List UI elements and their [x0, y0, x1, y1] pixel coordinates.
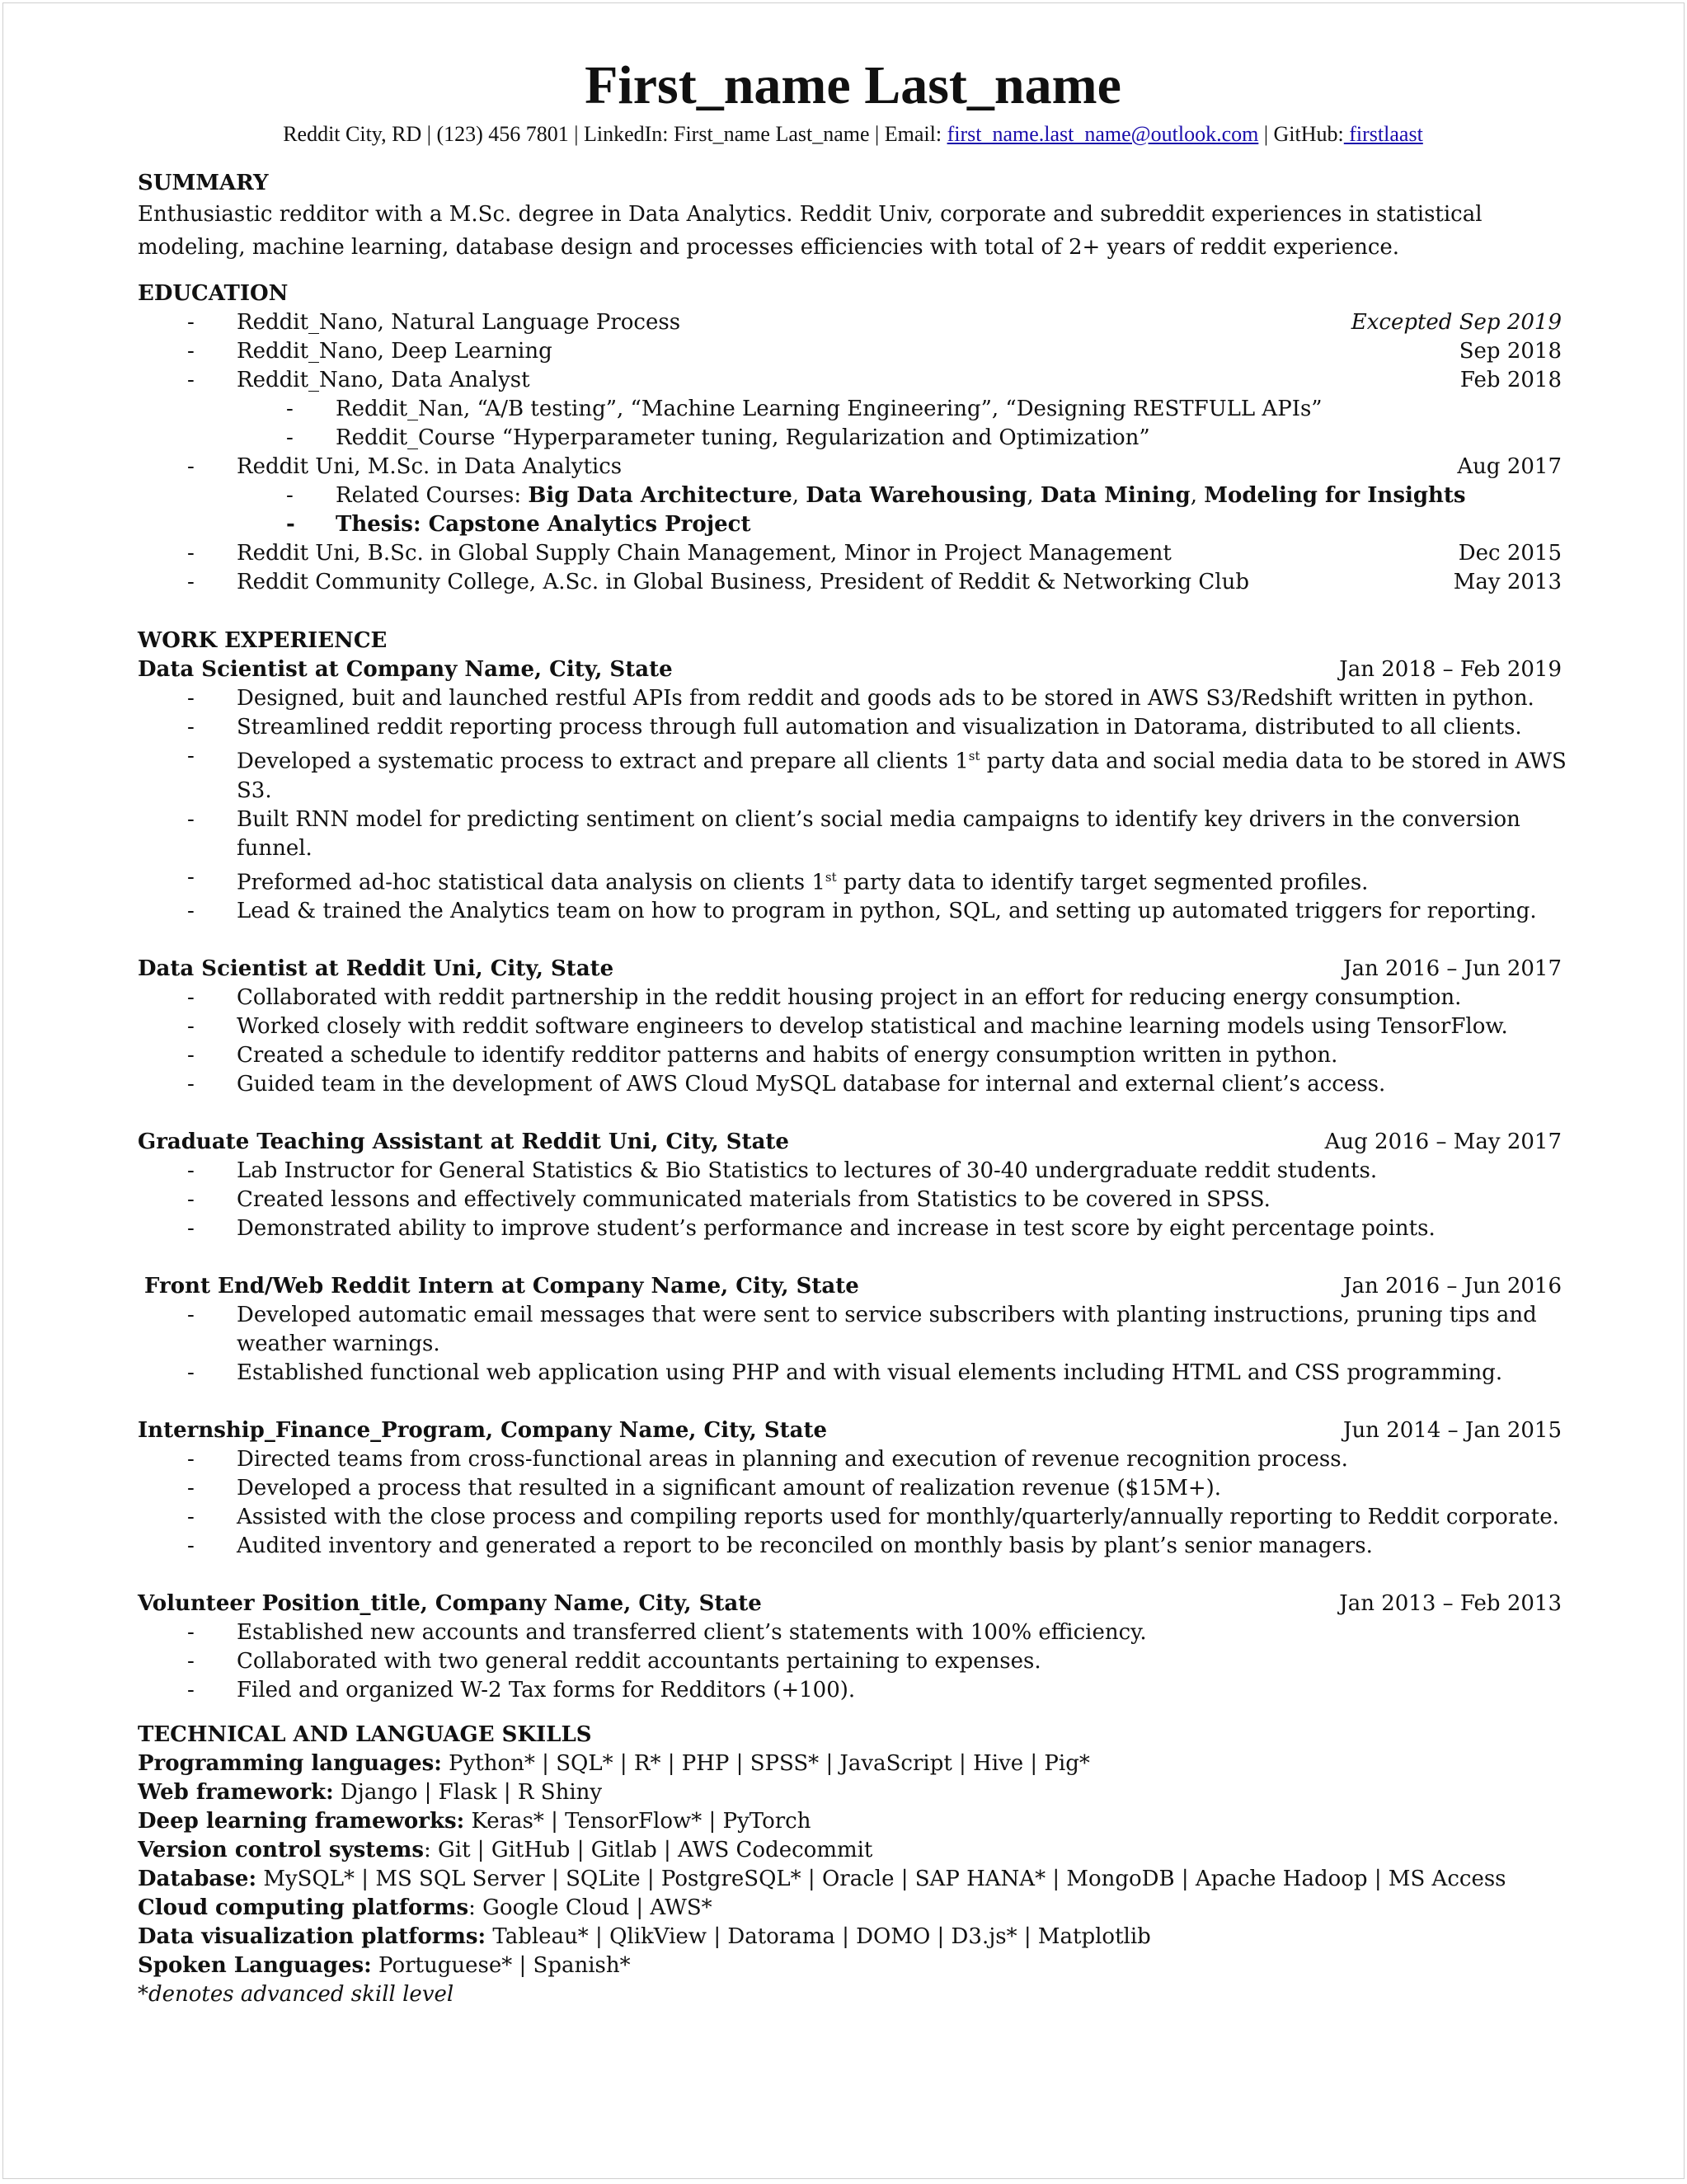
contact-line [138, 120, 1568, 148]
job-bullet: - Streamlined reddit reporting process through full automation and visualization in Datorama, distributed to all clients. [138, 713, 1568, 742]
course-name: Data Mining [1040, 483, 1191, 508]
thesis: - Thesis: Capstone Analytics Project [138, 510, 1568, 539]
skill-label: Spoken Languages: [138, 1953, 372, 1979]
superscript: st [968, 749, 980, 763]
job-header [138, 1272, 1568, 1301]
education-text: Reddit_Nano, Deep Learning [237, 339, 552, 364]
skill-row [138, 1923, 1568, 1952]
bullet-text: party data and social media data to be stored in AWS S3. [237, 749, 1567, 803]
education-date: Excepted Sep 2019 [1351, 310, 1562, 335]
education-item [138, 453, 1568, 481]
education-item [138, 568, 1568, 597]
job-bullet [138, 742, 1568, 805]
education-item [138, 308, 1568, 337]
job-bullet: - Demonstrated ability to improve student’s performance and increase in test score by eight percentage points. [138, 1214, 1568, 1243]
job-bullet: - Created a schedule to identify redditor patterns and habits of energy consumption written in python. [138, 1041, 1568, 1070]
skill-value: MySQL* | MS SQL Server | SQLite | PostgreSQL* | Oracle | SAP HANA* | MongoDB | Apache Hadoop | MS Access [256, 1867, 1506, 1892]
job-date: Jan 2016 – Jun 2016 [1343, 1274, 1562, 1299]
job-title: Data Scientist at Company Name, City, State [138, 657, 673, 682]
job-title: Data Scientist at Reddit Uni, City, State [138, 956, 614, 982]
job-header [138, 955, 1568, 984]
skill-value: Keras* | TensorFlow* | PyTorch [464, 1809, 811, 1834]
job-bullet: - Built RNN model for predicting sentiment on client’s social media campaigns to identify key drivers in the conversion funnel. [138, 805, 1568, 863]
work-heading: WORK EXPERIENCE [138, 628, 388, 653]
skill-value: Python* | SQL* | R* | PHP | SPSS* | JavaScript | Hive | Pig* [441, 1751, 1090, 1777]
resume-page [2, 2, 1685, 2179]
related-courses: - Related Courses: Big Data Architecture, Data Warehousing, Data Mining, Modeling for Insights [138, 481, 1568, 510]
skill-row [138, 1750, 1568, 1778]
job-title: Front End/Web Reddit Intern at Company Name, City, State [144, 1274, 859, 1299]
skill-row [138, 1807, 1568, 1836]
resume-content [138, 51, 1568, 2009]
education-text: Reddit_Nano, Natural Language Process [237, 310, 681, 335]
email-link[interactable]: first_name.last_name@outlook.com [947, 122, 1259, 146]
superscript: st [825, 869, 837, 885]
skill-value: Portuguese* | Spanish* [371, 1953, 631, 1979]
job-bullet: - Established functional web application using PHP and with visual elements including HTML and CSS programming. [138, 1359, 1568, 1388]
job-bullet: - Lab Instructor for General Statistics & Bio Statistics to lectures of 30-40 undergraduate reddit students. [138, 1157, 1568, 1186]
skill-value: Django | Flask | R Shiny [333, 1780, 603, 1806]
course-name: Data Warehousing [806, 483, 1027, 508]
job-bullet: - Designed, buit and launched restful APIs from reddit and goods ads to be stored in AWS S3/Redshift written in python. [138, 684, 1568, 713]
education-date: Feb 2018 [1459, 368, 1562, 392]
candidate-name: First_name Last_name [585, 55, 1121, 115]
education-text: Reddit Community College, A.Sc. in Global Business, President of Reddit & Networking Club [237, 570, 1249, 594]
skill-row [138, 1894, 1568, 1923]
job-bullet: - Audited inventory and generated a report to be reconciled on monthly basis by plant’s senior managers. [138, 1532, 1568, 1561]
job-bullet: - Directed teams from cross-functional areas in planning and execution of revenue recognition process. [138, 1445, 1568, 1474]
job-header [138, 655, 1568, 684]
skills-heading: TECHNICAL AND LANGUAGE SKILLS [138, 1722, 592, 1748]
course-name: Modeling for Insights [1204, 483, 1466, 508]
skill-label: Version control systems [138, 1838, 424, 1863]
bullet-text: Preformed ad-hoc statistical data analysis on clients 1 [237, 870, 825, 895]
skill-note: *denotes advanced skill level [138, 1982, 454, 2008]
job-date: Jan 2018 – Feb 2019 [1339, 657, 1562, 682]
job-bullet: - Lead & trained the Analytics team on how to program in python, SQL, and setting up automated triggers for reporting. [138, 897, 1568, 926]
job-bullet: - Created lessons and effectively communicated materials from Statistics to be covered in SPSS. [138, 1186, 1568, 1214]
job-bullet: - Collaborated with two general reddit accountants pertaining to expenses. [138, 1647, 1568, 1676]
job-title: Volunteer Position_title, Company Name, City, State [138, 1591, 762, 1617]
courses-label: Related Courses: [336, 483, 529, 508]
education-item [138, 337, 1568, 366]
skill-row [138, 1865, 1568, 1894]
skill-row [138, 1778, 1568, 1807]
bullet-text: party data to identify target segmented profiles. [836, 870, 1369, 895]
job-bullet: - Developed automatic email messages that were sent to service subscribers with planting instructions, pruning tips and weather warnings. [138, 1301, 1568, 1359]
skill-label: Cloud computing platforms [138, 1895, 469, 1921]
education-text: Reddit_Nano, Data Analyst [237, 368, 530, 392]
job-header [138, 1590, 1568, 1618]
job-header [138, 1416, 1568, 1445]
job-date: Aug 2016 – May 2017 [1324, 1130, 1562, 1155]
job-date: Jan 2013 – Feb 2013 [1339, 1591, 1562, 1617]
job-bullet: - Developed a process that resulted in a significant amount of realization revenue ($15M+). [138, 1474, 1568, 1503]
job-date: Jun 2014 – Jan 2015 [1343, 1418, 1562, 1444]
job-bullet: - Worked closely with reddit software engineers to develop statistical and machine learning models using TensorFlow. [138, 1012, 1568, 1041]
bullet-text: Developed a systematic process to extract and prepare all clients 1 [237, 749, 969, 774]
education-item [138, 539, 1568, 568]
education-date: May 2013 [1453, 570, 1562, 594]
job-title: Internship_Finance_Program, Company Name, City, State [138, 1418, 827, 1444]
job-bullet: - Established new accounts and transferred client’s statements with 100% efficiency. [138, 1618, 1568, 1647]
education-date: Dec 2015 [1458, 541, 1562, 566]
job-bullet [138, 863, 1568, 898]
job-header [138, 1128, 1568, 1157]
skill-label: Programming languages: [138, 1751, 442, 1777]
skill-value: Tableau* | QlikView | Datorama | DOMO | D3.js* | Matplotlib [486, 1924, 1151, 1950]
education-subitem: - Reddit_Nan, “A/B testing”, “Machine Learning Engineering”, “Designing RESTFULL APIs” [138, 395, 1568, 424]
summary-heading: SUMMARY [138, 171, 269, 195]
job-bullet: - Filed and organized W-2 Tax forms for Redditors (+100). [138, 1676, 1568, 1705]
skill-value: : Google Cloud | AWS* [468, 1895, 712, 1921]
job-bullet: - Guided team in the development of AWS Cloud MySQL database for internal and external client’s access. [138, 1070, 1568, 1099]
education-date: Aug 2017 [1457, 454, 1562, 479]
github-link[interactable]: firstlaast [1343, 122, 1423, 146]
skill-label: Deep learning frameworks: [138, 1809, 465, 1834]
education-item [138, 366, 1568, 395]
contact-info: Reddit City, RD | (123) 456 7801 | LinkedIn: First_name Last_name | Email: [283, 122, 947, 146]
education-text: Reddit Uni, B.Sc. in Global Supply Chain Management, Minor in Project Management [237, 541, 1172, 566]
skill-row [138, 1836, 1568, 1865]
job-date: Jan 2016 – Jun 2017 [1343, 956, 1562, 982]
education-subitem: - Reddit_Course “Hyperparameter tuning, Regularization and Optimization” [138, 424, 1568, 453]
skill-label: Database: [138, 1867, 257, 1892]
job-title: Graduate Teaching Assistant at Reddit Uni, City, State [138, 1130, 789, 1155]
job-bullet: - Collaborated with reddit partnership in the reddit housing project in an effort for reducing energy consumption. [138, 984, 1568, 1012]
skill-row [138, 1952, 1568, 1980]
education-text: Reddit Uni, M.Sc. in Data Analytics [237, 454, 623, 479]
education-date: Sep 2018 [1459, 339, 1562, 364]
skill-value: : Git | GitHub | Gitlab | AWS Codecommit [423, 1838, 873, 1863]
summary-text: Enthusiastic redditor with a M.Sc. degree in Data Analytics. Reddit Univ, corporate and subreddit experiences in statistical modeling, machine learning, database design and processes efficiencies with total of 2+ years of reddit experience. [138, 202, 1483, 260]
skill-label: Web framework: [138, 1780, 334, 1806]
job-bullet: - Assisted with the close process and compiling reports used for monthly/quarterly/annually reporting to Reddit corporate. [138, 1503, 1568, 1532]
course-name: Big Data Architecture [528, 483, 792, 508]
skill-label: Data visualization platforms: [138, 1924, 486, 1950]
github-label: | GitHub: [1258, 122, 1344, 146]
education-heading: EDUCATION [138, 281, 289, 306]
